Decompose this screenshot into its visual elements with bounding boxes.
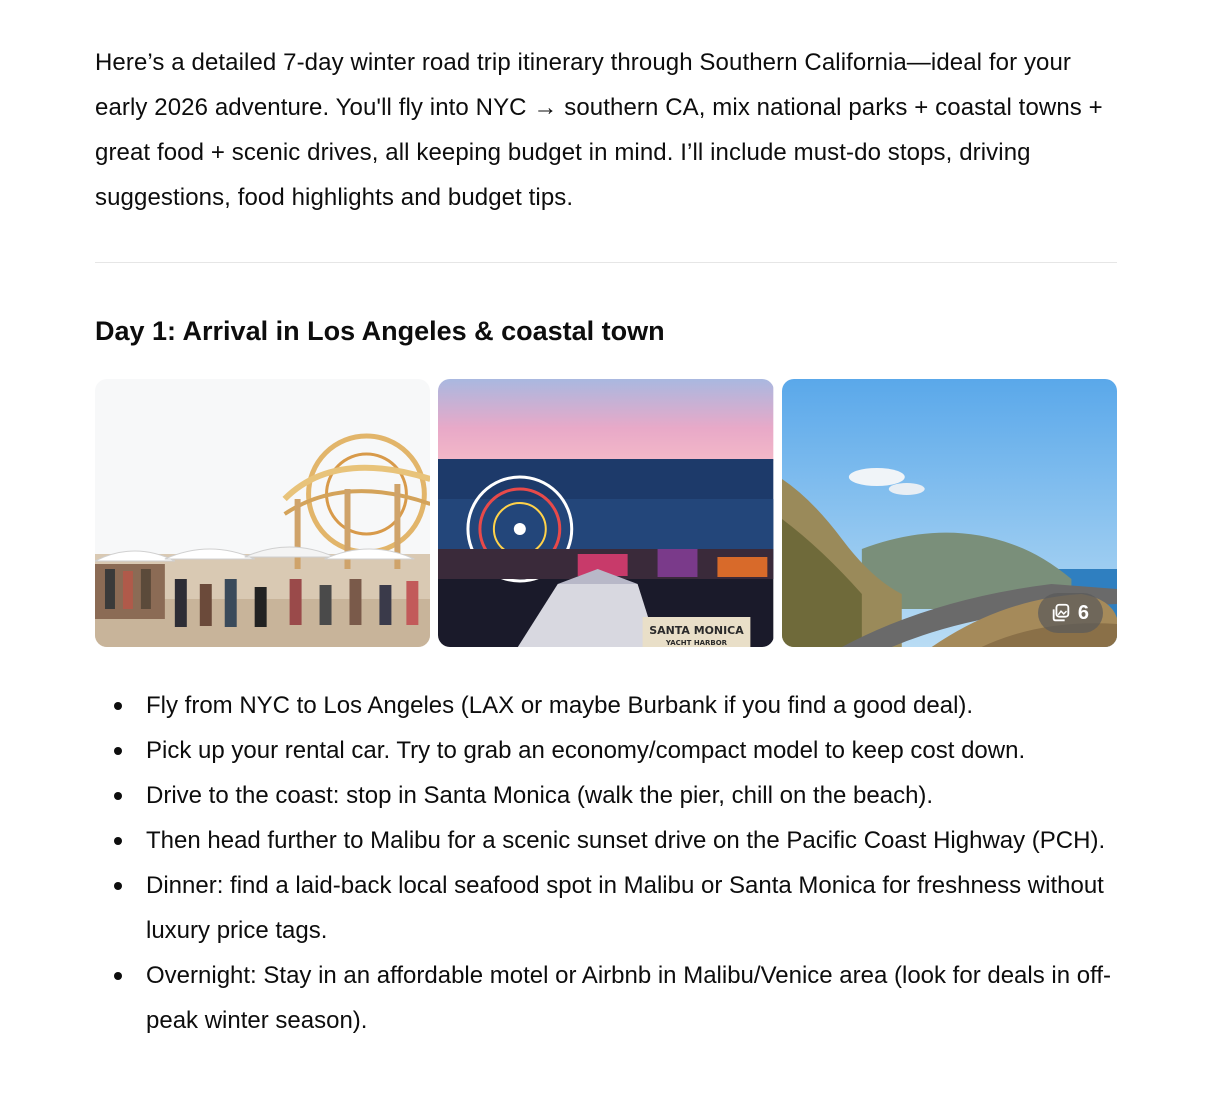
section-divider	[95, 262, 1117, 263]
message-content	[95, 40, 1117, 1043]
pier-sign-subtext: YACHT HARBOR	[666, 638, 728, 647]
list-item: Drive to the coast: stop in Santa Monica (walk the pier, chill on the beach).	[95, 773, 1117, 818]
intro-paragraph: Here’s a detailed 7-day winter road trip itinerary through Southern California—ideal for your early 2026 adventure. You'll fly into NYC → southern CA, mix national parks + coastal towns + great food + scenic drives, all keeping budget in mind. I’ll include must-do stops, driving suggestions, food highlights and budget tips.	[95, 49, 1103, 211]
santa-monica-pier-photo[interactable]	[438, 379, 773, 647]
list-item: Pick up your rental car. Try to grab an economy/compact model to keep cost down.	[95, 728, 1117, 773]
pacific-coast-highway-photo[interactable]	[782, 379, 1117, 647]
day-heading: Day 1: Arrival in Los Angeles & coastal town	[95, 316, 665, 346]
pier-market-photo[interactable]	[95, 379, 430, 647]
day1-bullet-list	[95, 683, 1117, 1043]
more-images-button[interactable]	[1038, 593, 1103, 633]
list-item: Then head further to Malibu for a scenic sunset drive on the Pacific Coast Highway (PCH).	[95, 818, 1117, 863]
image-stack-icon	[1050, 602, 1072, 624]
image-gallery	[95, 379, 1117, 647]
pier-sign-text: SANTA MONICA	[649, 623, 745, 638]
list-item: Overnight: Stay in an affordable motel or Airbnb in Malibu/Venice area (look for deals in off-peak winter season).	[95, 953, 1117, 1043]
image-count: 6	[1077, 601, 1089, 624]
list-item: Fly from NYC to Los Angeles (LAX or maybe Burbank if you find a good deal).	[95, 683, 1117, 728]
list-item: Dinner: find a laid-back local seafood spot in Malibu or Santa Monica for freshness without luxury price tags.	[95, 863, 1117, 953]
